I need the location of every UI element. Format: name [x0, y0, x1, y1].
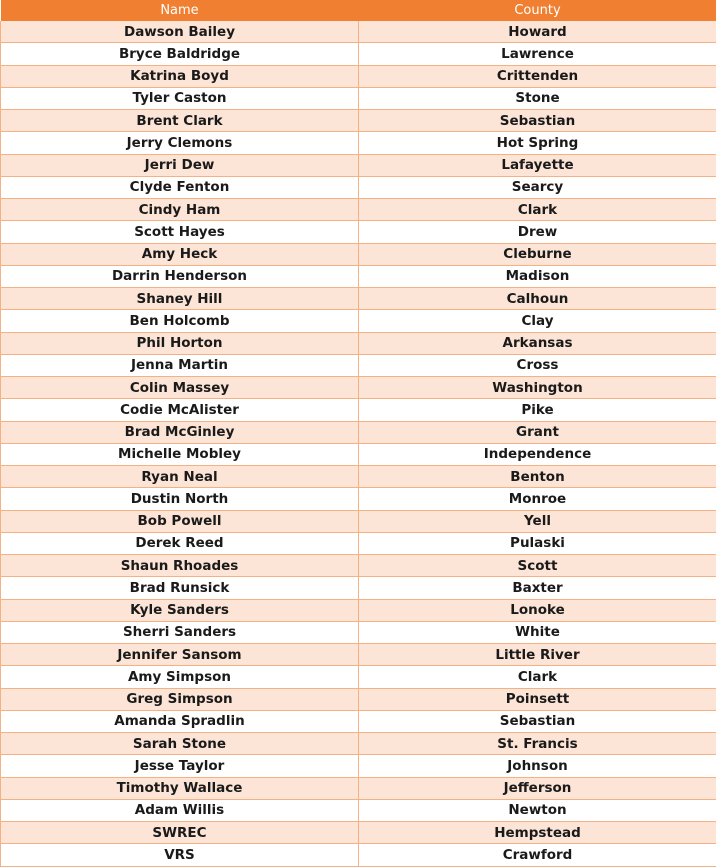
cell-name: Codie McAlister — [1, 399, 359, 421]
cell-county: Sebastian — [359, 110, 716, 132]
table-row — [1, 154, 716, 176]
cell-name: Greg Simpson — [1, 688, 359, 710]
cell-name: Scott Hayes — [1, 221, 359, 243]
cell-name: VRS — [1, 844, 359, 866]
cell-name: Adam Willis — [1, 799, 359, 821]
cell-name: Jenna Martin — [1, 354, 359, 376]
table-row — [1, 799, 716, 821]
cell-name: Timothy Wallace — [1, 777, 359, 799]
cell-name: Amy Heck — [1, 243, 359, 265]
cell-county: Arkansas — [359, 332, 716, 354]
cell-county: White — [359, 621, 716, 643]
cell-county: Monroe — [359, 488, 716, 510]
cell-county: St. Francis — [359, 733, 716, 755]
cell-name: Amy Simpson — [1, 666, 359, 688]
table-row — [1, 599, 716, 621]
table-row — [1, 21, 716, 43]
cell-county: Clark — [359, 666, 716, 688]
cell-name: Cindy Ham — [1, 199, 359, 221]
cell-county: Poinsett — [359, 688, 716, 710]
cell-name: Katrina Boyd — [1, 65, 359, 87]
table-body — [1, 21, 716, 866]
table-row — [1, 733, 716, 755]
table-row — [1, 532, 716, 554]
header-name: Name — [1, 0, 359, 21]
table-row — [1, 777, 716, 799]
table-row — [1, 43, 716, 65]
table-row — [1, 176, 716, 198]
table-row — [1, 822, 716, 844]
cell-name: Clyde Fenton — [1, 176, 359, 198]
cell-county: Crittenden — [359, 65, 716, 87]
cell-name: Jennifer Sansom — [1, 644, 359, 666]
table-row — [1, 377, 716, 399]
table-row — [1, 710, 716, 732]
cell-name: Darrin Henderson — [1, 265, 359, 287]
cell-name: Brad Runsick — [1, 577, 359, 599]
table-row — [1, 644, 716, 666]
table-row — [1, 132, 716, 154]
table-row — [1, 466, 716, 488]
cell-name: Bob Powell — [1, 510, 359, 532]
cell-name: SWREC — [1, 822, 359, 844]
table-row — [1, 755, 716, 777]
cell-county: Sebastian — [359, 710, 716, 732]
cell-name: Ben Holcomb — [1, 310, 359, 332]
cell-name: Amanda Spradlin — [1, 710, 359, 732]
table-row — [1, 488, 716, 510]
cell-county: Hempstead — [359, 822, 716, 844]
cell-name: Jerri Dew — [1, 154, 359, 176]
cell-county: Scott — [359, 555, 716, 577]
cell-county: Yell — [359, 510, 716, 532]
cell-county: Johnson — [359, 755, 716, 777]
cell-county: Pike — [359, 399, 716, 421]
cell-name: Michelle Mobley — [1, 443, 359, 465]
cell-name: Colin Massey — [1, 377, 359, 399]
cell-county: Hot Spring — [359, 132, 716, 154]
cell-name: Sherri Sanders — [1, 621, 359, 643]
cell-county: Clay — [359, 310, 716, 332]
cell-county: Benton — [359, 466, 716, 488]
cell-county: Grant — [359, 421, 716, 443]
cell-county: Little River — [359, 644, 716, 666]
table-row — [1, 443, 716, 465]
cell-county: Washington — [359, 377, 716, 399]
table-row — [1, 221, 716, 243]
table-row — [1, 332, 716, 354]
cell-name: Dawson Bailey — [1, 21, 359, 43]
cell-name: Brent Clark — [1, 110, 359, 132]
table-row — [1, 510, 716, 532]
table-row — [1, 577, 716, 599]
table-row — [1, 354, 716, 376]
cell-county: Pulaski — [359, 532, 716, 554]
table-row — [1, 621, 716, 643]
table-row — [1, 310, 716, 332]
cell-county: Howard — [359, 21, 716, 43]
cell-county: Searcy — [359, 176, 716, 198]
table-row — [1, 243, 716, 265]
cell-county: Newton — [359, 799, 716, 821]
table-row — [1, 110, 716, 132]
header-county: County — [359, 0, 716, 21]
cell-county: Clark — [359, 199, 716, 221]
table-row — [1, 87, 716, 109]
header-row — [1, 0, 716, 21]
table-header — [1, 0, 716, 21]
cell-name: Bryce Baldridge — [1, 43, 359, 65]
cell-name: Sarah Stone — [1, 733, 359, 755]
table-row — [1, 65, 716, 87]
cell-name: Shaney Hill — [1, 288, 359, 310]
table-row — [1, 555, 716, 577]
cell-name: Kyle Sanders — [1, 599, 359, 621]
cell-county: Cross — [359, 354, 716, 376]
table-row — [1, 666, 716, 688]
cell-name: Derek Reed — [1, 532, 359, 554]
cell-county: Baxter — [359, 577, 716, 599]
cell-county: Lafayette — [359, 154, 716, 176]
cell-county: Crawford — [359, 844, 716, 866]
cell-name: Dustin North — [1, 488, 359, 510]
table-row — [1, 399, 716, 421]
cell-county: Calhoun — [359, 288, 716, 310]
cell-name: Jerry Clemons — [1, 132, 359, 154]
cell-county: Cleburne — [359, 243, 716, 265]
cell-county: Drew — [359, 221, 716, 243]
table-row — [1, 288, 716, 310]
cell-county: Lonoke — [359, 599, 716, 621]
cell-name: Tyler Caston — [1, 87, 359, 109]
table-row — [1, 421, 716, 443]
cell-county: Stone — [359, 87, 716, 109]
table-row — [1, 688, 716, 710]
cell-county: Madison — [359, 265, 716, 287]
cell-name: Shaun Rhoades — [1, 555, 359, 577]
cell-name: Ryan Neal — [1, 466, 359, 488]
cell-county: Independence — [359, 443, 716, 465]
table-row — [1, 265, 716, 287]
cell-county: Jefferson — [359, 777, 716, 799]
table-row — [1, 199, 716, 221]
cell-county: Lawrence — [359, 43, 716, 65]
cell-name: Jesse Taylor — [1, 755, 359, 777]
cell-name: Phil Horton — [1, 332, 359, 354]
cell-name: Brad McGinley — [1, 421, 359, 443]
table-row — [1, 844, 716, 866]
